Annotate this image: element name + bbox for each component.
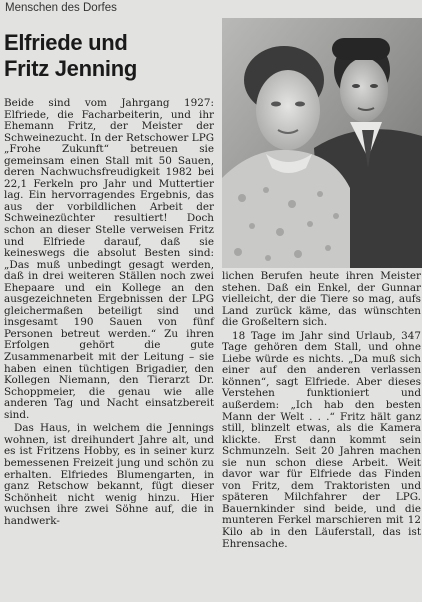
paragraph-3: lichen Berufen heute ihren Meister stehen. Daß ein Enkel, der Gunnar vielleicht, der die Tiere so mag, aufs Land zurück käme, das wünschten die Großeltern sich. (222, 270, 421, 329)
section-kicker: Menschen des Dorfes (5, 2, 117, 14)
article-headline (4, 30, 214, 82)
paragraph-2: Das Haus, in welchem die Jennings wohnen, ist dreihundert Jahre alt, und es ist Fritzens Hobby, es in seiner kurz bemessenen Freizeit jung und schön zu erhalten. Elfriedes Blumengarten, in ganz Retschow bekannt, fügt dieser Schönheit nicht wenig hinzu. Hier wuchsen ihre zwei Söhne auf, die in handwerk- (4, 422, 214, 527)
headline-line-2: Fritz Jenning (4, 56, 137, 81)
paragraph-4: 18 Tage im Jahr sind Urlaub, 347 Tage gehören dem Stall, und ohne Liebe würde es nichts. „Da muß sich einer auf den anderen verlassen können“, sagt Elfriede. Aber dieses Verstehen funktioniert und außerdem: „Ich hab den besten Mann der Welt . . .“ Fritz hält ganz still, blinzelt etwas, als die Kamera klickte. Erst dann kommt sein Schmunzeln. Seit 20 Jahren machen sie nun schon diese Arbeit. Weit davor war für Elfriede das Finden von Fritz, dem Traktoristen und späteren Milchfahrer der LPG. Bauernkinder sind beide, und die munteren Ferkel marschieren mit 12 Kilo ab in den Läuferstall, das ist Ehrensache. (222, 329, 421, 550)
couple-photo-image (222, 18, 422, 268)
headline-line-1: Elfriede und (4, 30, 128, 55)
article-column-right (222, 271, 421, 602)
article-column-left (4, 98, 214, 602)
couple-photo (222, 18, 422, 268)
paragraph-1: Beide sind vom Jahrgang 1927: Elfriede, die Facharbeiterin, und ihr Ehemann Fritz, der Meister der Schweinezucht. In der Retschower LPG „Frohe Zukunft“ betreuen sie gemeinsam einen Stall mit 50 Sauen, deren Nachwuchsfreudigkeit 1982 bei 22,1 Ferkeln pro Jahr und Muttertier lag. Ein hervorragendes Ergebnis, das aus der vorbildlichen Arbeit der Schweinezüchter resultiert! Doch schon an dieser Stelle verweisen Fritz und Elfriede darauf, daß sie keineswegs die absolut Besten sind: „Das muß unbedingt gesagt werden, daß in drei weiteren Ställen noch zwei Ehepaare und ein Kollege an den ausgezeichneten Ergebnissen der LPG gleichermaßen beteiligt sind und insgesamt 190 Sauen von fünf Personen betreut werden.“ Zu ihren Erfolgen gehört die gute Zusammenarbeit mit der Leitung – sie haben einen tüchtigen Brigadier, den Kollegen Niemann, den Tierarzt Dr. Schoppmeier, die genau wie alle anderen Tag und Nacht einsatzbereit sind. (4, 97, 214, 421)
